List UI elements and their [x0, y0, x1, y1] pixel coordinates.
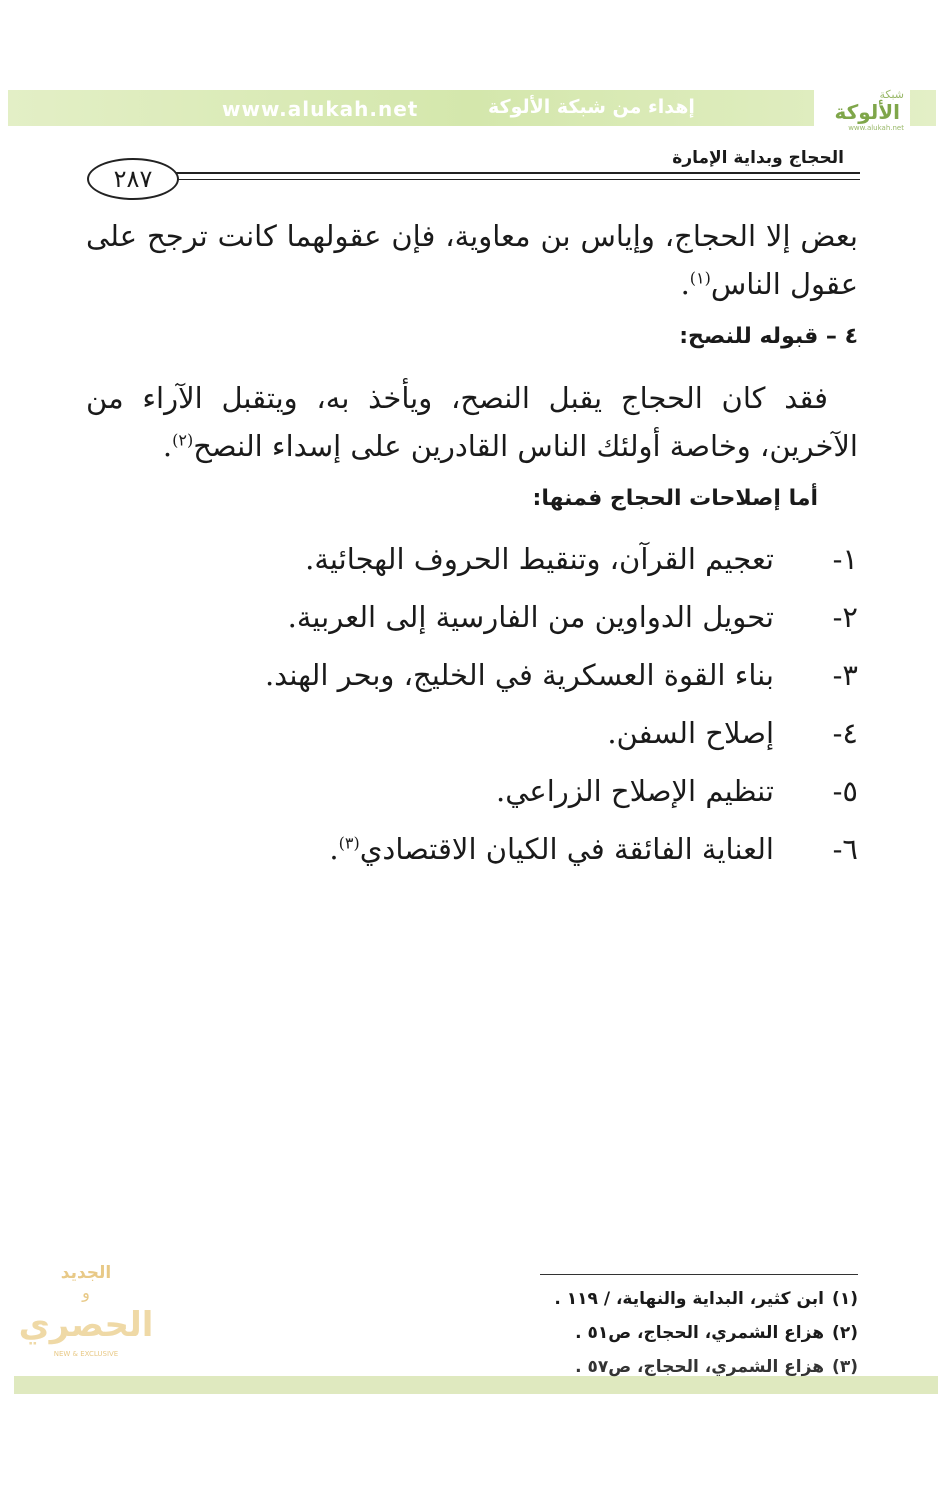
footnote-text: هزاع الشمري، الحجاج، ص٥٧ . — [575, 1357, 824, 1377]
paragraph-1: بعض إلا الحجاج، وإياس بن معاوية، فإن عقولهما كانت ترجح على عقول الناس$^{(١)}$. — [86, 219, 858, 301]
header-rule — [172, 172, 860, 180]
logo-main-text: الألوكة — [834, 100, 900, 124]
footnote-number: (٢) — [832, 1323, 858, 1343]
list-item-text: إصلاح السفن. — [607, 716, 774, 750]
list-item-number: ٥- — [832, 774, 858, 808]
list-item — [265, 530, 858, 588]
paragraph-2: فقد كان الحجاج يقبل النصح، ويأخذ به، ويتقبل الآراء من الآخرين، وخاصة أولئك الناس القادرين على إسداء النصح$^{(٢)}$. — [86, 381, 858, 463]
list-item-text: تنظيم الإصلاح الزراعي. — [496, 774, 774, 808]
list-item — [265, 704, 858, 762]
stamp-conj-text: و — [82, 1283, 90, 1302]
reforms-list — [265, 530, 858, 878]
list-item — [265, 762, 858, 820]
list-item-number: ١- — [832, 542, 858, 576]
footnote-ref-2[interactable]: (٢) — [172, 430, 194, 450]
list-item-number: ٦- — [832, 832, 858, 866]
footnote-number: (٣) — [832, 1357, 858, 1377]
list-item-text: العناية الفائقة في الكيان الاقتصادي — [359, 832, 774, 866]
dedication-text: إهداء من شبكة الألوكة — [488, 96, 695, 118]
footnote-2 — [554, 1316, 858, 1350]
list-item-number: ٢- — [832, 600, 858, 634]
heading-reforms: أما إصلاحات الحجاج فمنها: — [532, 486, 818, 511]
page-number-text: ٢٨٧ — [113, 165, 153, 193]
list-item-text: بناء القوة العسكرية في الخليج، وبحر الهند. — [264, 658, 774, 692]
list-item: ٦-العناية الفائقة في الكيان الاقتصادي$^{(٣)}$. — [265, 820, 858, 878]
stamp-top-text: الجديد — [60, 1263, 112, 1283]
heading-advice: ٤ – قبوله للنصح: — [679, 324, 858, 349]
list-item-text: تعجيم القرآن، وتنقيط الحروف الهجائية. — [305, 542, 774, 576]
list-item-text: تحويل الدواوين من الفارسية إلى العربية. — [287, 600, 774, 634]
logo-small-text: شبكة — [879, 88, 904, 101]
site-url[interactable]: www.alukah.net — [222, 97, 419, 121]
alukah-logo — [814, 86, 910, 134]
footnotes — [554, 1282, 858, 1384]
paragraph-2-text: فقد كان الحجاج يقبل النصح، ويأخذ به، ويتقبل الآراء من الآخرين، وخاصة أولئك الناس القادرين على إسداء النصح — [86, 381, 858, 463]
list-item — [265, 588, 858, 646]
footnote-number: (١) — [832, 1289, 858, 1309]
stamp-latin-text: NEW & EXCLUSIVE — [53, 1350, 119, 1358]
list-item-number: ٤- — [832, 716, 858, 750]
logo-url-text: www.alukah.net — [848, 124, 904, 132]
footnote-1 — [554, 1282, 858, 1316]
new-exclusive-stamp-icon — [18, 1256, 154, 1360]
list-item-number: ٣- — [832, 658, 858, 692]
footnote-ref-3[interactable]: (٣) — [338, 833, 360, 853]
footnote-ref-1[interactable]: (١) — [689, 268, 711, 288]
page-number — [87, 158, 179, 200]
footnote-3 — [554, 1350, 858, 1384]
header-band — [8, 90, 936, 126]
running-title: الحجاج وبداية الإمارة — [672, 148, 844, 168]
paragraph-1-text: بعض إلا الحجاج، وإياس بن معاوية، فإن عقولهما كانت ترجح على عقول الناس — [86, 219, 858, 301]
list-item — [265, 646, 858, 704]
footnote-rule — [540, 1274, 858, 1275]
footnote-text: ابن كثير، البداية والنهاية، / ١١٩ . — [554, 1289, 824, 1309]
footnote-text: هزاع الشمري، الحجاج، ص٥١ . — [575, 1323, 824, 1343]
stamp-main-text: الحصري — [18, 1305, 154, 1345]
